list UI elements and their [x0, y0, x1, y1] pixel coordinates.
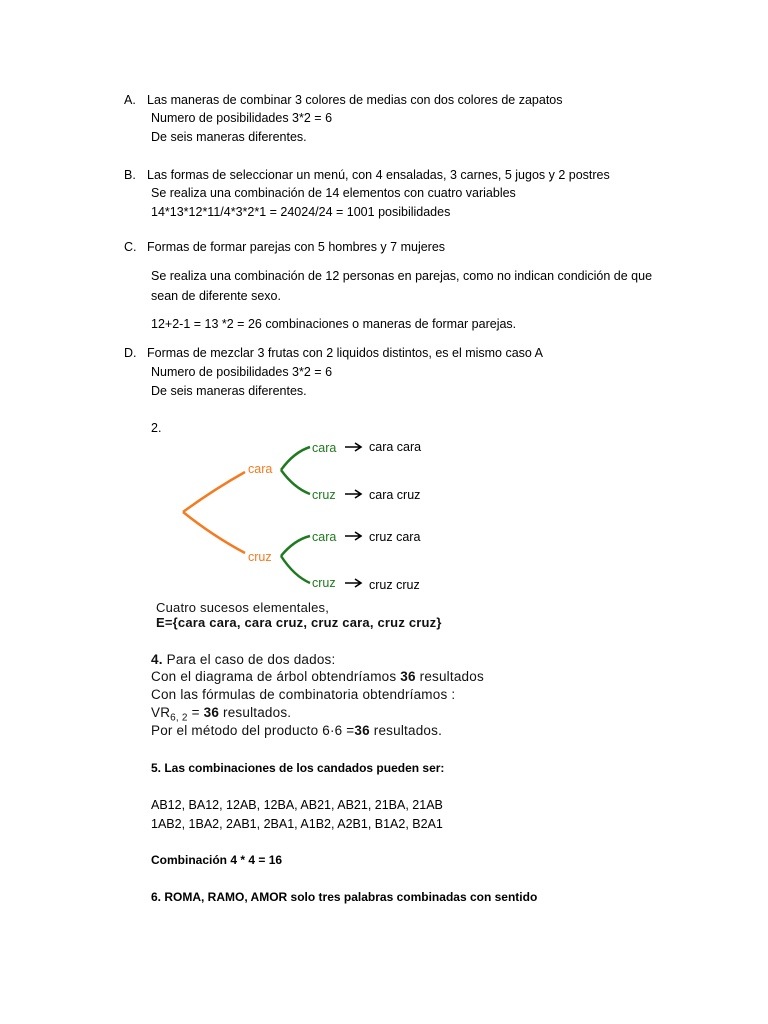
section-2-number: 2. [151, 421, 162, 435]
tree-result-1: cara cara [369, 440, 422, 454]
item-c-title: Formas de formar parejas con 5 hombres y 7 mujeres [147, 240, 446, 254]
item-a-letter: A. [124, 93, 136, 107]
section-4-line4-number: 36 [354, 723, 370, 738]
item-c-letter: C. [124, 240, 137, 254]
tree-result-2: cara cruz [369, 488, 421, 502]
arrow-icon [345, 490, 361, 498]
branch-cruz-cara [281, 536, 310, 556]
section-5-combination: Combinación 4 * 4 = 16 [151, 853, 283, 867]
section-4-vr-symbol: VR [151, 705, 171, 720]
section-4-line2: Con las fórmulas de combinatoria obtendríamos : [151, 687, 456, 702]
branch-cruz-cruz [281, 556, 310, 583]
section-4-line1-number: 36 [400, 669, 416, 684]
section-4-intro-text: Para el caso de dos dados: [166, 652, 336, 667]
item-b-line1: Se realiza una combinación de 14 elementos con cuatro variables [151, 186, 516, 200]
item-a-title: Las maneras de combinar 3 colores de medias con dos colores de zapatos [147, 93, 563, 107]
section-4-equals: = [191, 705, 200, 720]
section-4-line3 [151, 704, 291, 722]
section-5-title: 5. Las combinaciones de los candados pueden ser: [151, 761, 445, 775]
tree-result-4: cruz cruz [369, 578, 420, 592]
item-c-line3: 12+2-1 = 13 *2 = 26 combinaciones o maneras de formar parejas. [151, 317, 517, 331]
tree-level2-1: cara [312, 441, 337, 455]
section-5-row2: 1AB2, 1BA2, 2AB1, 2BA1, A1B2, A2B1, B1A2, B2A1 [151, 817, 443, 831]
section-5-row1: AB12, BA12, 12AB, 12BA, AB21, AB21, 21BA, 21AB [151, 798, 443, 812]
section-2-caption: Cuatro sucesos elementales, [156, 600, 330, 615]
section-4-line1 [151, 668, 484, 686]
section-4-line1-text: Con el diagrama de árbol obtendríamos [151, 669, 397, 684]
section-4-line4-text: Por el método del producto 6·6 = [151, 723, 355, 738]
tree-level2-2: cruz [312, 488, 336, 502]
arrow-icon [345, 579, 361, 587]
item-d-line1: Numero de posibilidades 3*2 = 6 [151, 365, 333, 379]
item-c-line2: sean de diferente sexo. [151, 289, 281, 303]
item-b-letter: B. [124, 168, 136, 182]
item-b-line2: 14*13*12*11/4*3*2*1 = 24024/24 = 1001 posibilidades [151, 205, 451, 219]
section-4-line4 [151, 722, 442, 740]
section-4-number: 4. [151, 652, 163, 667]
section-2-set: E={cara cara, cara cruz, cruz cara, cruz cruz} [156, 615, 442, 630]
tree-level1-bottom: cruz [248, 550, 272, 564]
section-4-line1-suffix: resultados [419, 669, 484, 684]
item-b-title: Las formas de seleccionar un menú, con 4 ensaladas, 3 carnes, 5 jugos y 2 postres [147, 168, 610, 182]
section-6-text: 6. ROMA, RAMO, AMOR solo tres palabras combinadas con sentido [151, 890, 538, 904]
arrow-icon [345, 443, 361, 451]
tree-level1-top: cara [248, 462, 273, 476]
tree-level2-4: cruz [312, 576, 336, 590]
item-d-title: Formas de mezclar 3 frutas con 2 liquidos distintos, es el mismo caso A [147, 346, 543, 360]
tree-result-3: cruz cara [369, 530, 421, 544]
item-c-line1: Se realiza una combinación de 12 personas en parejas, como no indican condición de que [151, 269, 653, 283]
branch-cara-cruz [281, 470, 310, 494]
item-a-line1: Numero de posibilidades 3*2 = 6 [151, 111, 333, 125]
item-a-line2: De seis maneras diferentes. [151, 130, 307, 144]
section-4-vr-subscript: 6, 2 [170, 712, 188, 724]
section-4-intro [151, 651, 335, 669]
branch-cara-cara [281, 447, 310, 470]
arrow-icon [345, 532, 361, 540]
section-4-line3-suffix: resultados. [223, 705, 292, 720]
section-4-line4-suffix: resultados. [373, 723, 443, 738]
branch-root-cruz [183, 512, 245, 553]
section-4-line3-number: 36 [203, 705, 220, 720]
item-d-line2: De seis maneras diferentes. [151, 384, 307, 398]
tree-level2-3: cara [312, 530, 337, 544]
branch-root-cara [183, 472, 245, 512]
item-d-letter: D. [124, 346, 137, 360]
